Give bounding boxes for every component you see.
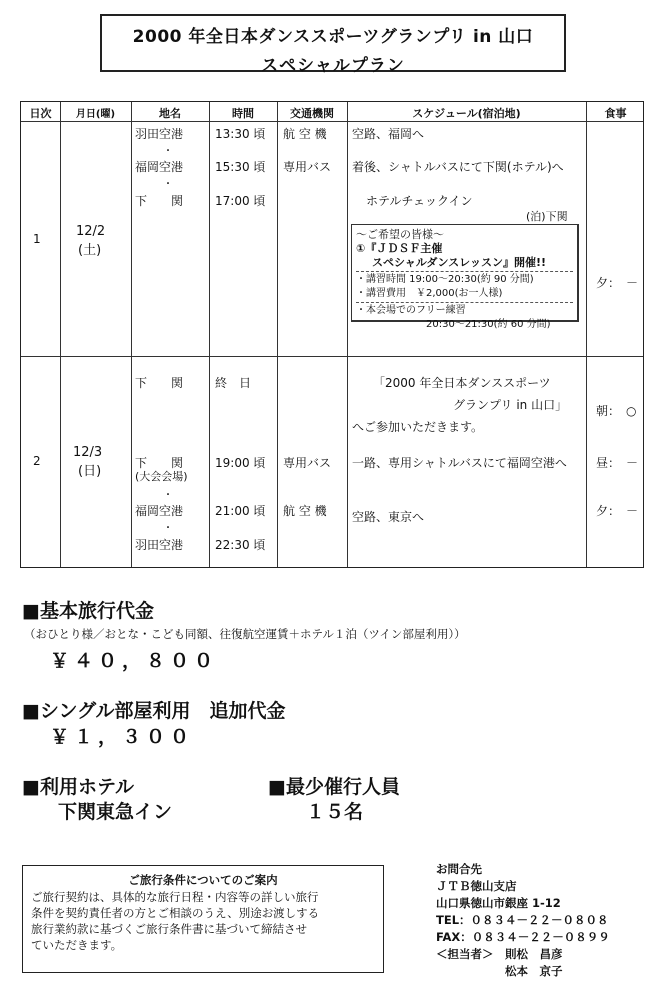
day2-place-sep-1: ・ <box>163 490 173 501</box>
hotel-heading: ■利用ホテル <box>22 776 135 798</box>
callout-line-5: ・講習費用 ￥2,000(お一人様) <box>356 288 503 299</box>
day2-weekday: (日) <box>78 464 102 479</box>
header-schedule: スケジュール(宿泊地) <box>412 107 521 120</box>
day2-place-4: 羽田空港 <box>135 538 184 552</box>
header-day: 日次 <box>29 107 52 120</box>
header-transport: 交通機関 <box>290 107 334 120</box>
day1-weekday: (土) <box>78 243 102 258</box>
day2-transport-1: 専用バス <box>283 456 332 470</box>
day1-time-2: 15:30 頃 <box>215 160 266 174</box>
day2-time-3: 22:30 頃 <box>215 538 266 552</box>
contact-tel: TEL：０８３４－２２－０８０８ <box>436 913 609 927</box>
day2-meal-dinner: 夕： － <box>596 504 639 518</box>
day2-transport-2: 航 空 機 <box>283 504 327 518</box>
day2-number: 2 <box>33 454 41 468</box>
callout-line-6: ・本会場でのフリー練習 <box>356 305 466 316</box>
callout-line-2: ①『ＪＤＳＦ主催 <box>356 242 443 255</box>
contact-person-2: 松本 京子 <box>436 964 563 978</box>
header-meal: 食事 <box>604 107 627 120</box>
header-date: 月日(曜) <box>75 109 116 120</box>
day1-meal: 夕： － <box>596 276 639 290</box>
day1-time-3: 17:00 頃 <box>215 194 266 208</box>
minimum-heading: ■最少催行人員 <box>268 776 400 798</box>
basic-price-value: ￥４０，８００ <box>50 650 219 672</box>
day2-place-sep-2: ・ <box>163 523 173 534</box>
day1-transport-1: 航 空 機 <box>283 127 327 141</box>
day2-place-2-sub: (大会会場) <box>135 470 188 483</box>
single-room-heading: ■シングル部屋利用 追加代金 <box>22 700 286 722</box>
basic-price-heading: ■基本旅行代金 <box>22 600 154 622</box>
day2-date: 12/3 <box>73 445 103 460</box>
conditions-line-1: ご旅行契約は、具体的な旅行日程・内容等の詳しい旅行 <box>31 890 319 904</box>
day1-transport-2: 専用バス <box>283 160 332 174</box>
day1-place-sep-1: ・ <box>163 146 173 157</box>
contact-line-2: ＪＴＢ徳山支店 <box>436 879 517 893</box>
day2-schedule-2: 空路、東京へ <box>352 510 425 524</box>
day1-place-2: 福岡空港 <box>135 160 184 174</box>
conditions-box <box>22 865 384 973</box>
contact-line-1: お問合先 <box>436 862 482 876</box>
day2-time-1: 19:00 頃 <box>215 456 266 470</box>
minimum-value: １５名 <box>306 801 364 823</box>
title-box <box>100 14 566 76</box>
single-room-price: ￥１，３００ <box>50 726 195 748</box>
title-line-1: 2000 年全日本ダンススポーツグランプリ in 山口 <box>132 27 534 47</box>
day2-meal-breakfast: 朝： ○ <box>596 404 637 418</box>
contact-fax: FAX：０８３４－２２－０８９９ <box>436 930 610 944</box>
day2-place-top: 下 関 <box>135 376 184 390</box>
day2-place-3: 福岡空港 <box>135 504 184 518</box>
conditions-line-4: ていただきます。 <box>31 938 123 952</box>
conditions-line-3: 旅行業約款に基づくご旅行条件書に基づいて締結させ <box>31 922 307 936</box>
schedule-table <box>20 101 644 568</box>
contact-block <box>436 861 610 980</box>
day1-place-1: 羽田空港 <box>135 127 184 141</box>
lesson-callout <box>351 224 579 330</box>
callout-line-7: 20:30～21:30(約 60 分間) <box>426 319 551 330</box>
day2-time-2: 21:00 頃 <box>215 504 266 518</box>
day1-schedule-3: ホテルチェックイン <box>366 194 473 208</box>
callout-line-3: スペシャルダンスレッスン』開催!! <box>372 256 547 269</box>
callout-line-1: ～ご希望の皆様～ <box>356 228 444 241</box>
event-line-3: へご参加いただきます。 <box>352 420 484 434</box>
header-place: 地名 <box>159 107 181 120</box>
day2-schedule-1: 一路、専用シャトルバスにて福岡空港へ <box>352 456 567 470</box>
contact-line-3: 山口県徳山市銀座 1-12 <box>436 896 561 910</box>
day1-schedule-1: 空路、福岡へ <box>352 127 425 141</box>
conditions-title: ご旅行条件についてのご案内 <box>128 873 278 887</box>
day2-time-top: 終 日 <box>215 376 252 390</box>
day1-number: 1 <box>33 232 41 246</box>
title-line-2: スペシャルプラン <box>261 56 405 76</box>
day2-meal-lunch: 昼： － <box>596 456 639 470</box>
day1-schedule-2: 着後、シャトルバスにて下関(ホテル)へ <box>352 160 564 174</box>
basic-price-note: （おひとり様／おとな・こども同額、往復航空運賃＋ホテル１泊（ツイン部屋利用）） <box>24 627 466 641</box>
day1-place-sep-2: ・ <box>163 179 173 190</box>
header-time: 時間 <box>232 107 254 120</box>
event-line-1: 「2000 年全日本ダンススポーツ <box>373 376 551 390</box>
conditions-line-2: 条件を契約責任者の方とご相談のうえ、別途お渡しする <box>31 906 320 920</box>
day2-place-2: 下 関 <box>135 456 184 470</box>
contact-person-1: ＜担当者＞ 則松 昌彦 <box>436 947 563 961</box>
day1-time-1: 13:30 頃 <box>215 127 266 141</box>
day1-schedule-4: (泊)下関 <box>526 210 568 223</box>
callout-line-4: ・講習時間 19:00～20:30(約 90 分間) <box>356 274 534 285</box>
day1-date: 12/2 <box>76 224 106 239</box>
day1-place-3: 下 関 <box>135 194 184 208</box>
event-line-2: グランプリ in 山口」 <box>453 398 568 412</box>
hotel-name: 下関東急イン <box>58 801 173 823</box>
